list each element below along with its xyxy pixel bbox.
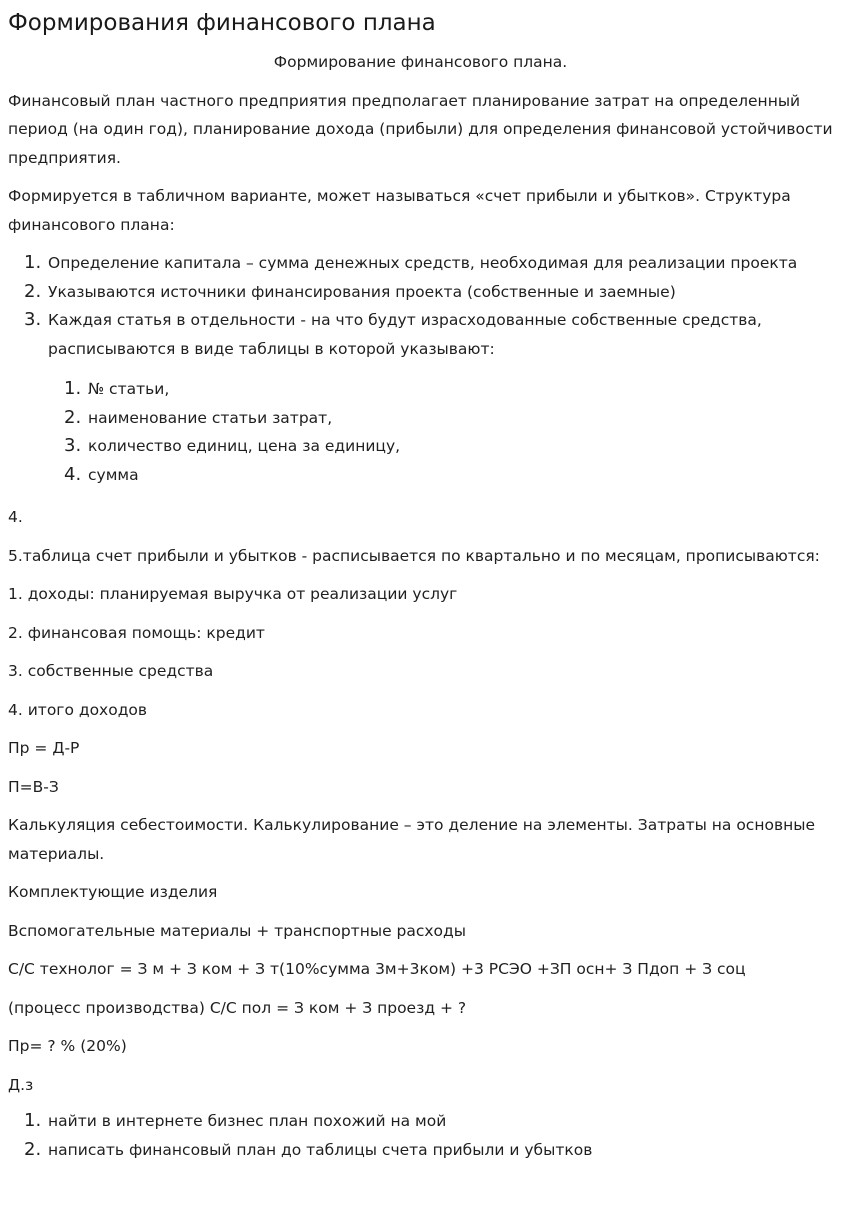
list-number: 2. bbox=[24, 280, 42, 302]
formula-line: Пр= ? % (20%) bbox=[8, 1037, 127, 1055]
list-item bbox=[8, 278, 839, 307]
list-number: 1. bbox=[24, 1110, 42, 1131]
table-columns-list bbox=[8, 375, 839, 489]
paragraph-structure: Формируется в табличном варианте, может называться «счет прибыли и убытков». Структура финансового плана: bbox=[8, 187, 791, 234]
list-number: 2. bbox=[24, 1138, 42, 1160]
paragraph-intro: Финансовый план частного предприятия предполагает планирование затрат на определенный период (на один год), планирование дохода (прибыли) для определения финансовой устойчивости предприятия. bbox=[8, 91, 833, 167]
list-item bbox=[8, 306, 839, 363]
list-item-text: написать финансовый план до таблицы счета прибыли и убытков bbox=[48, 1140, 593, 1159]
formula-line: С/С технолог = З м + З ком + З т(10%сумма 3м+3ком) +3 РСЭО +ЗП осн+ З Пдоп + З соц bbox=[8, 960, 746, 978]
list-item-text: Каждая статья в отдельности - на что будут израсходованные собственные средства, расписываются в виде таблицы в которой указывают: bbox=[48, 311, 762, 358]
list-number: 3. bbox=[24, 309, 42, 330]
list-item-text: сумма bbox=[88, 465, 139, 484]
list-item bbox=[8, 404, 839, 433]
list-number: 1. bbox=[64, 378, 82, 399]
list-item bbox=[8, 249, 839, 278]
formula-line: П=В-З bbox=[8, 777, 59, 796]
list-item bbox=[8, 1107, 839, 1136]
text-line: Комплектующие изделия bbox=[8, 883, 218, 901]
document-page bbox=[0, 8, 847, 1164]
text-line: Калькуляция себестоимости. Калькулирование – это деление на элементы. Затраты на основные материалы. bbox=[8, 816, 815, 863]
document-subtitle: Формирование финансового плана. bbox=[273, 53, 568, 71]
list-item bbox=[8, 375, 839, 404]
text-line: Вспомогательные материалы + транспортные расходы bbox=[8, 921, 466, 940]
homework-list bbox=[8, 1107, 839, 1164]
text-line: 5.таблица счет прибыли и убытков - расписывается по квартально и по месяцам, прописываются: bbox=[8, 546, 820, 565]
list-number: 3. bbox=[64, 435, 82, 456]
list-number: 1. bbox=[24, 252, 42, 273]
text-line: 3. собственные средства bbox=[8, 662, 214, 680]
list-item bbox=[8, 461, 839, 490]
formula-line: Пр = Д-Р bbox=[8, 739, 80, 757]
text-line: 4. итого доходов bbox=[8, 700, 148, 719]
list-item-text: № статьи, bbox=[88, 380, 170, 398]
homework-heading: Д.з bbox=[8, 1075, 34, 1094]
text-line: 1. доходы: планируемая выручка от реализации услуг bbox=[8, 585, 458, 603]
formula-line: (процесс производства) С/С пол = З ком + З проезд + ? bbox=[8, 998, 467, 1017]
text-line: 2. финансовая помощь: кредит bbox=[8, 623, 265, 642]
list-number: 2. bbox=[64, 406, 82, 428]
structure-list bbox=[8, 249, 839, 363]
list-number: 4. bbox=[64, 463, 82, 485]
list-item-text: найти в интернете бизнес план похожий на мой bbox=[48, 1112, 447, 1130]
text-line: 4. bbox=[8, 508, 23, 526]
list-item-text: количество единиц, цена за единицу, bbox=[88, 437, 401, 455]
list-item-text: Определение капитала – сумма денежных средств, необходимая для реализации проекта bbox=[48, 254, 798, 272]
list-item bbox=[8, 432, 839, 461]
list-item-text: Указываются источники финансирования проекта (собственные и заемные) bbox=[48, 282, 676, 301]
page-title: Формирования финансового плана bbox=[8, 10, 436, 36]
list-item bbox=[8, 1136, 839, 1165]
list-item-text: наименование статьи затрат, bbox=[88, 408, 333, 427]
